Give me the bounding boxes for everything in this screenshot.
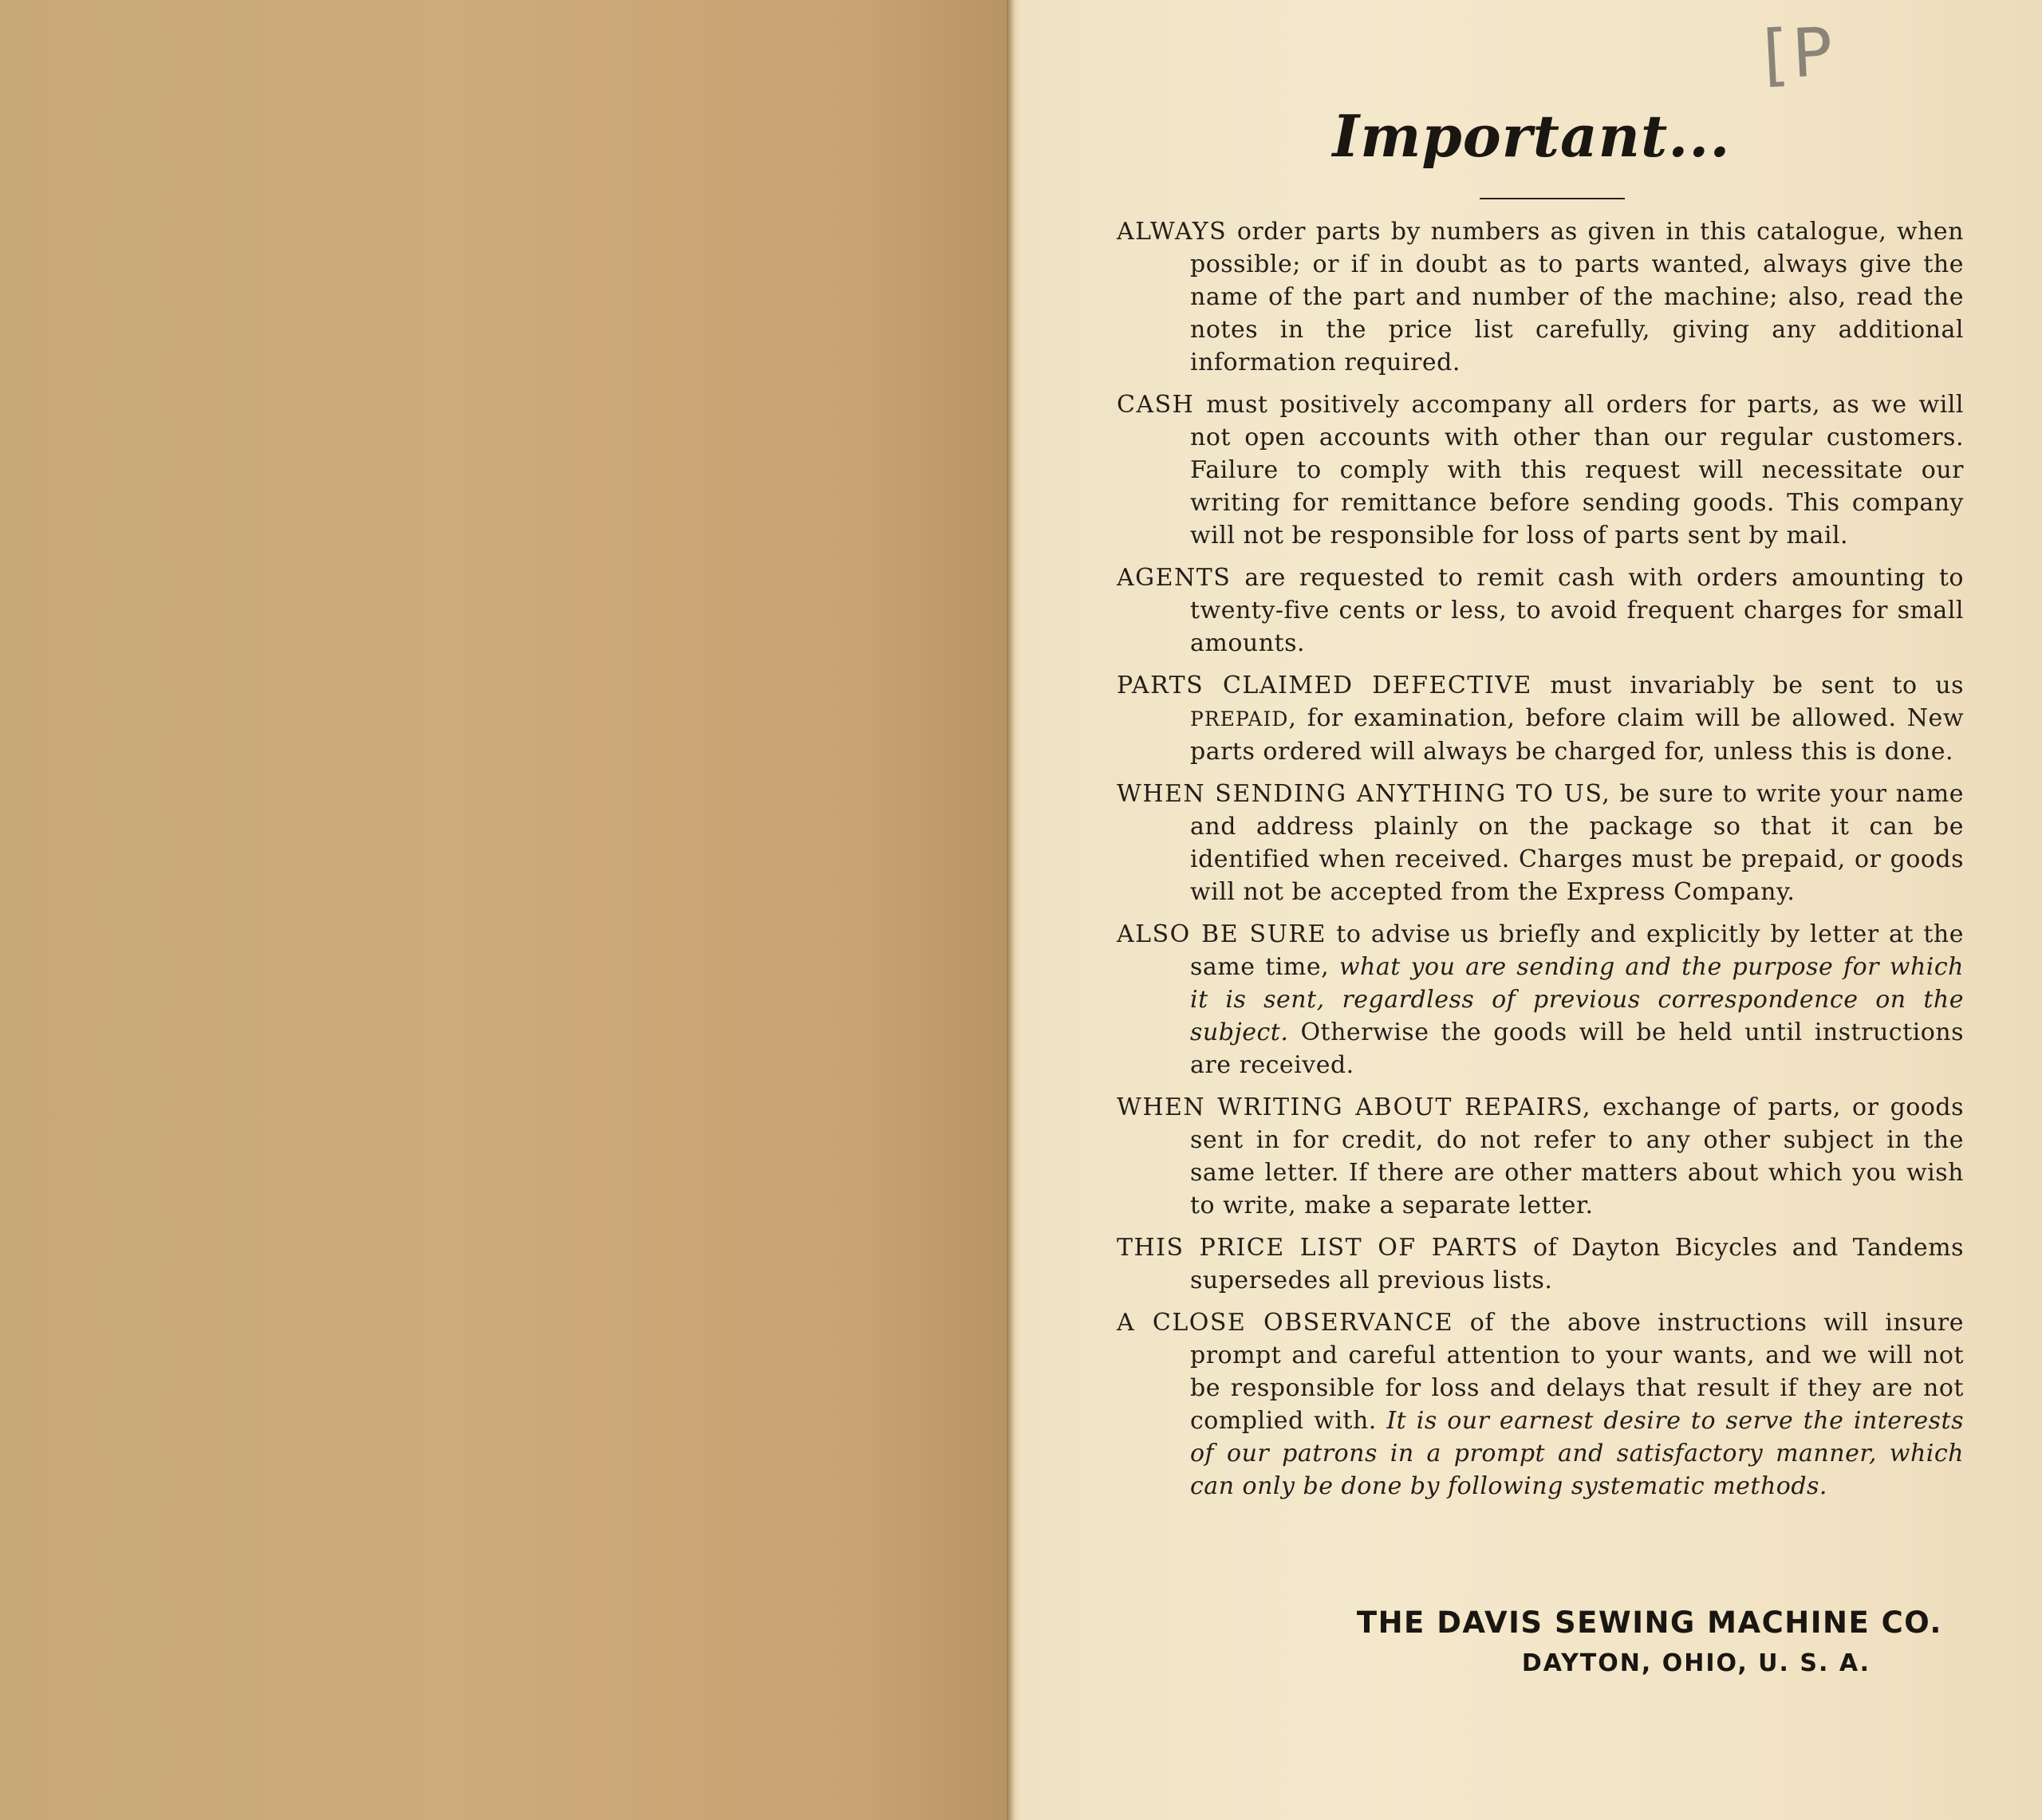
- notice-paragraph: [1117, 215, 1964, 379]
- notice-text: order parts by numbers as given in this catalogue, when possible; or if in doubt as to parts wanted, always give the name of the part and number of the machine; also, read the notes in the price list carefully, giving any additional information required.: [1190, 218, 1964, 376]
- notice-lead: ALWAYS: [1117, 218, 1228, 246]
- notice-text: must invariably be sent to us: [1532, 672, 1964, 699]
- notice-paragraph: [1117, 561, 1964, 660]
- notice-lead: ALSO BE SURE: [1117, 920, 1327, 948]
- notice-text: must positively accompany all orders for parts, as we will not open accounts with other than our regular customers. Failure to comply with this request will necessitate our writing for remittance before sending goods. This company will not be responsible for loss of parts sent by mail.: [1190, 391, 1964, 550]
- notice-lead: PARTS CLAIMED DEFECTIVE: [1117, 672, 1532, 699]
- notice-lead: WHEN WRITING ABOUT REPAIRS,: [1117, 1093, 1592, 1121]
- notice-text: , for examination, before claim will be allowed. New parts ordered will always be charged for, unless this is done.: [1190, 704, 1964, 766]
- notice-text: are requested to remit cash with orders amounting to twenty-five cents or less, to avoid frequent charges for small amounts.: [1190, 564, 1964, 657]
- company-name: THE DAVIS SEWING MACHINE CO.: [1356, 1605, 1942, 1640]
- notice-text: PREPAID: [1190, 707, 1289, 731]
- notice-text: to advise us briefly and explicitly by letter at the same time,: [1190, 920, 1964, 981]
- notice-lead: CASH: [1117, 391, 1195, 419]
- notice-paragraph: [1117, 1306, 1964, 1503]
- notice-text: exchange of parts, or goods sent in for credit, do not refer to any other subject in the same letter. If there are other matters about which you wish to write, make a separate letter.: [1190, 1093, 1964, 1219]
- notice-paragraph: [1117, 388, 1964, 552]
- company-city: DAYTON, OHIO, U. S. A.: [1521, 1649, 1871, 1677]
- left-blank-page: [0, 0, 1007, 1820]
- page-gutter: [1007, 0, 1021, 1820]
- notice-paragraph: [1117, 778, 1964, 908]
- page-title: Important...: [1332, 102, 1731, 170]
- notice-lead: THIS PRICE LIST OF PARTS: [1117, 1234, 1519, 1262]
- notice-paragraph: [1117, 1231, 1964, 1297]
- notices-list: [1117, 215, 1964, 1512]
- notice-paragraph: [1117, 669, 1964, 768]
- notice-text: of the above instructions will insure prompt and careful attention to your wants, and we will not be responsible for loss and delays that result if they are not complied with.: [1190, 1309, 1964, 1435]
- notice-lead: WHEN SENDING ANYTHING TO US,: [1117, 780, 1611, 808]
- notice-lead: AGENTS: [1117, 564, 1232, 592]
- notice-paragraph: [1117, 1091, 1964, 1222]
- notice-lead: A CLOSE OBSERVANCE: [1117, 1309, 1454, 1337]
- notice-text: Otherwise the goods will be held until instructions are received.: [1190, 1018, 1964, 1079]
- notice-text: of Dayton Bicycles and Tandems supersedes all previous lists.: [1190, 1234, 1964, 1294]
- title-divider: [1480, 198, 1625, 199]
- notice-text: what you are sending and the purpose for which it is sent, regardless of previous correspondence on the subject.: [1190, 953, 1964, 1046]
- notice-text: be sure to write your name and address plainly on the package so that it can be identified when received. Charges must be prepaid, or goods will not be accepted from the Express Company.: [1190, 780, 1964, 906]
- pencil-annotation: [P: [1760, 12, 1838, 95]
- notice-paragraph: [1117, 918, 1964, 1081]
- notice-text: It is our earnest desire to serve the interests of our patrons in a prompt and satisfactory manner, which can only be done by following systematic methods.: [1190, 1407, 1964, 1500]
